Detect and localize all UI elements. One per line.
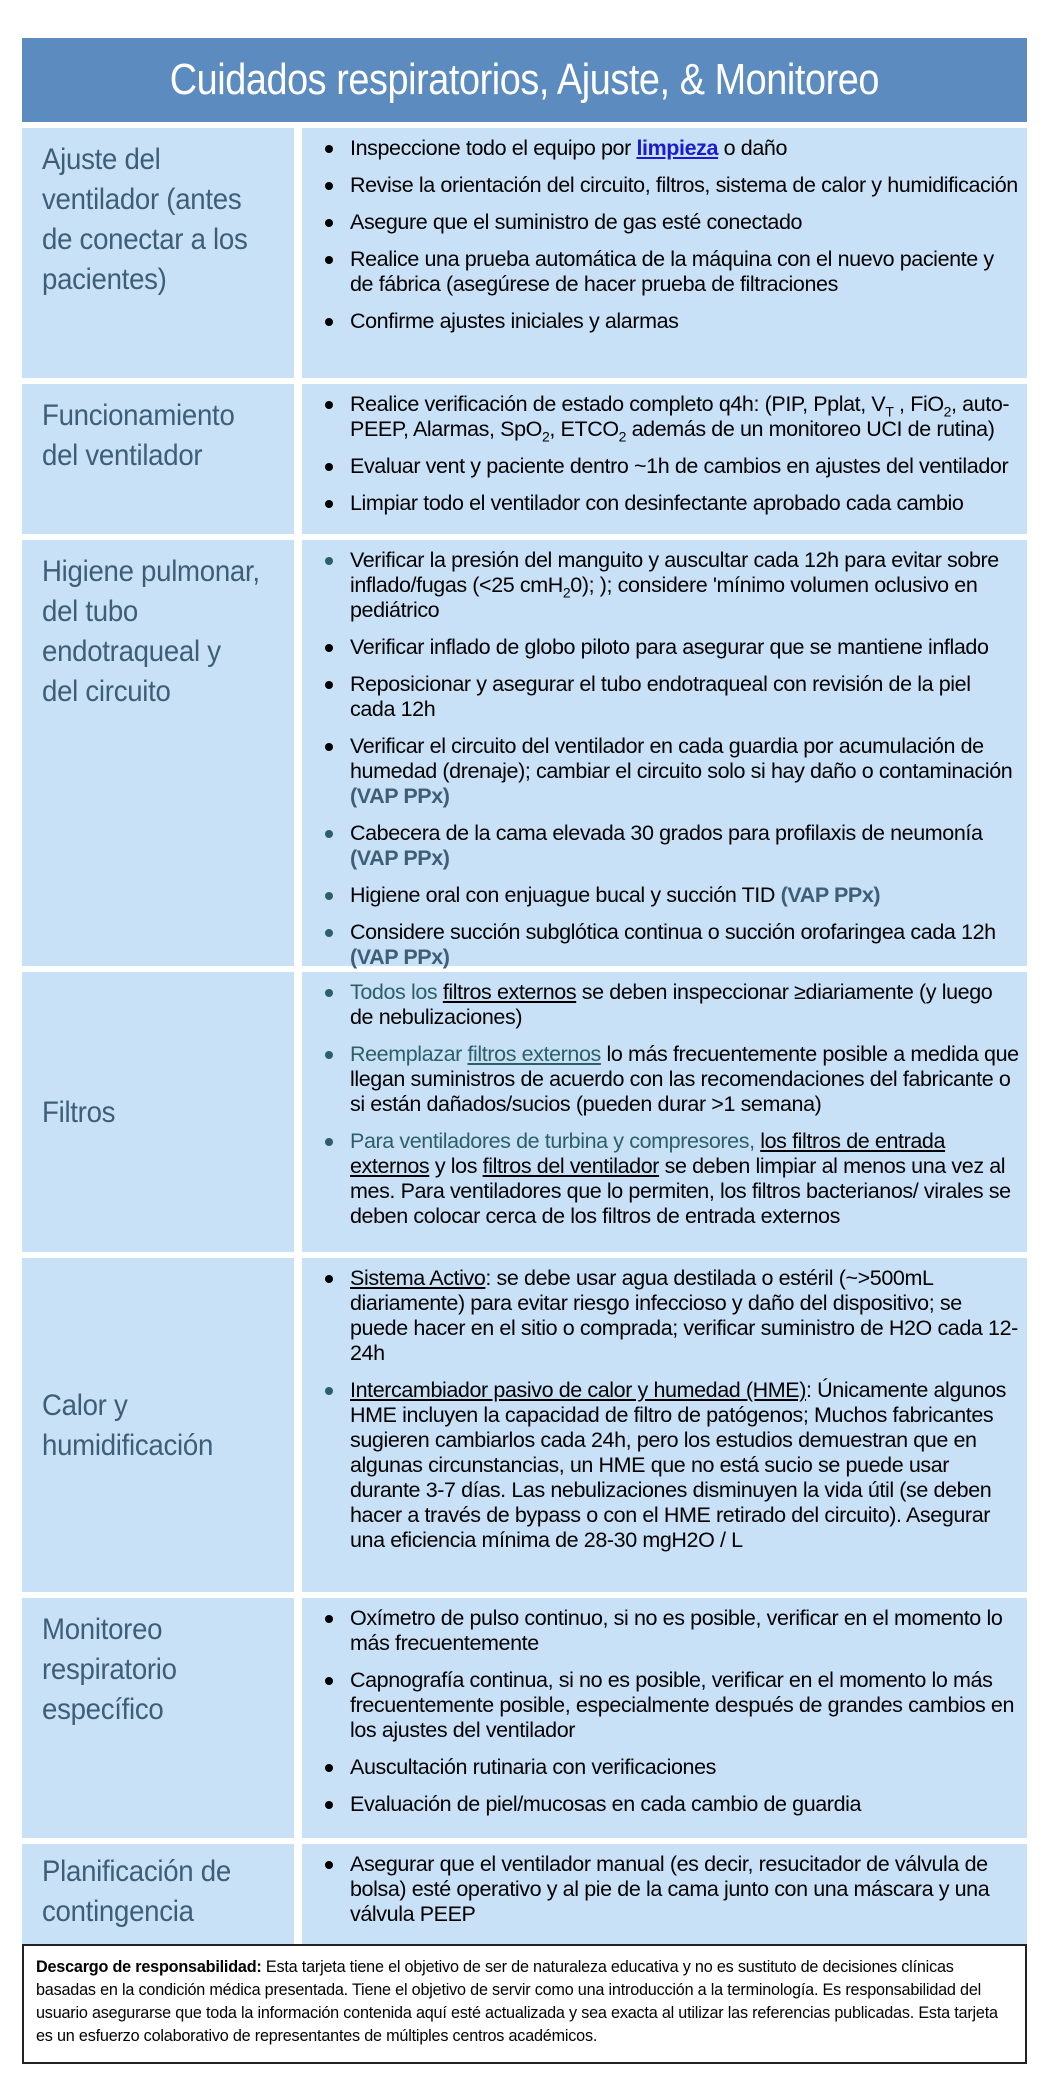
list-item: Verificar inflado de globo piloto para asegurar que se mantiene inflado bbox=[314, 635, 1019, 660]
section-content bbox=[302, 540, 1027, 969]
vap-ppx-tag: (VAP PPx) bbox=[350, 784, 450, 808]
section-label: Ajuste del ventilador (antes de conectar a los pacientes) bbox=[22, 128, 294, 378]
list-item: Evaluación de piel/mucosas en cada cambio de guardia bbox=[314, 1792, 1019, 1817]
vap-ppx-tag: (VAP PPx) bbox=[350, 945, 450, 969]
list-item: Realice verificación de estado completo q4h: (PIP, Pplat, $V_T$ , FiO$_2$, auto-PEEP, Alarmas, SpO$_2$, $ETCO_2$ además de un monitoreo UCI de rutina) bbox=[314, 392, 1019, 442]
section-planificacion bbox=[22, 1844, 1027, 1944]
section-calor bbox=[22, 1258, 1027, 1592]
card-title-bar bbox=[22, 38, 1027, 122]
info-card bbox=[22, 38, 1027, 1950]
list-item: Para ventiladores de turbina y compresores, los filtros de entrada externos y los filtros del ventilador se deben limpiar al menos una vez al mes. Para ventiladores que lo permiten, los filtros bacterianos/ virales se deben colocar cerca de los filtros de entrada externos bbox=[314, 1129, 1019, 1229]
section-content bbox=[302, 1844, 1027, 1944]
section-higiene bbox=[22, 540, 1027, 969]
list-item: Verificar el circuito del ventilador en cada guardia por acumulación de humedad (drenaje); cambiar el circuito solo si hay daño o contaminación (VAP PPx) bbox=[314, 734, 1019, 809]
section-content bbox=[302, 1258, 1027, 1592]
section-content bbox=[302, 1598, 1027, 1838]
section-content bbox=[302, 128, 1027, 378]
vap-ppx-tag: (VAP PPx) bbox=[350, 846, 450, 870]
section-label: Monitoreo respiratorio específico bbox=[22, 1598, 294, 1838]
disclaimer-text: Esta tarjeta tiene el objetivo de ser de naturaleza educativa y no es sustituto de decisiones clínicas basadas en la condición médica presentada. Tiene el objetivo de servir como una introducción a la terminología. Es responsabilidad del usuario asegurarse que toda la información contenida aquí esté actualizada y sea exacta al utilizar las referencias publicadas. Esta tarjeta es un esfuerzo colaborativo de representantes de múltiples centros académicos. bbox=[36, 1958, 998, 2045]
list-item: Realice una prueba automática de la máquina con el nuevo paciente y de fábrica (asegúrese de hacer prueba de filtraciones bbox=[314, 247, 1019, 297]
section-content bbox=[302, 972, 1027, 1252]
section-monitoreo bbox=[22, 1598, 1027, 1838]
section-ajuste bbox=[22, 128, 1027, 378]
section-funcionamiento bbox=[22, 384, 1027, 534]
list-item: Verificar la presión del manguito y auscultar cada 12h para evitar sobre inflado/fugas (<25 cmH$_2$0); ); considere 'mínimo volumen oclusivo en pediátrico bbox=[314, 548, 1019, 623]
section-label: Calor y humidificación bbox=[22, 1258, 294, 1592]
list-item: Asegure que el suministro de gas esté conectado bbox=[314, 210, 1019, 235]
list-item: Todos los filtros externos se deben inspeccionar ≥diariamente (y luego de nebulizaciones) bbox=[314, 980, 1019, 1030]
section-label: Higiene pulmonar, del tubo endotraqueal y del circuito bbox=[22, 540, 294, 966]
section-content bbox=[302, 384, 1027, 534]
list-item: Confirme ajustes iniciales y alarmas bbox=[314, 309, 1019, 334]
section-filtros bbox=[22, 972, 1027, 1252]
section-label: Filtros bbox=[22, 972, 294, 1252]
list-item: Limpiar todo el ventilador con desinfectante aprobado cada cambio bbox=[314, 491, 1019, 516]
list-item: Capnografía continua, si no es posible, verificar en el momento lo más frecuentemente posible, especialmente después de grandes cambios en los ajustes del ventilador bbox=[314, 1668, 1019, 1743]
vap-ppx-tag: (VAP PPx) bbox=[780, 883, 881, 907]
list-item: Intercambiador pasivo de calor y humedad (HME): Únicamente algunos HME incluyen la capacidad de filtro de patógenos; Muchos fabricantes sugieren cambiarlos cada 24h, pero los estudios demuestran que en algunas circunstancias, un HME que no está sucio se puede usar durante 3-7 días. Las nebulizaciones disminuyen la vida útil (se deben hacer a través de bypass o con el HME retirado del circuito). Asegurar una eficiencia mínima de 28-30 mgH2O / L bbox=[314, 1378, 1019, 1553]
limpieza-link[interactable]: limpieza bbox=[636, 136, 719, 160]
list-item: Sistema Activo: se debe usar agua destilada o estéril (~>500mL diariamente) para evitar riesgo infeccioso y daño del dispositivo; se puede hacer en el sitio o comprada; verificar suministro de H2O cada 12-24h bbox=[314, 1266, 1019, 1366]
list-item: Reemplazar filtros externos lo más frecuentemente posible a medida que llegan suministros de acuerdo con las recomendaciones del fabricante o si están dañados/sucios (pueden durar >1 semana) bbox=[314, 1042, 1019, 1117]
list-item: Considere succión subglótica continua o succión orofaringea cada 12h (VAP PPx) bbox=[314, 920, 1019, 970]
list-item: Cabecera de la cama elevada 30 grados para profilaxis de neumonía (VAP PPx) bbox=[314, 821, 1019, 871]
list-item: Oxímetro de pulso continuo, si no es posible, verificar en el momento lo más frecuentemente bbox=[314, 1606, 1019, 1656]
list-item: Higiene oral con enjuague bucal y succión TID (VAP PPx) bbox=[314, 883, 1019, 908]
card-title: Cuidados respiratorios, Ajuste, & Monitoreo bbox=[169, 55, 880, 104]
section-label: Funcionamiento del ventilador bbox=[22, 384, 294, 534]
list-item: Asegurar que el ventilador manual (es decir, resucitador de válvula de bolsa) esté operativo y al pie de la cama junto con una máscara y una válvula PEEP bbox=[314, 1852, 1019, 1927]
list-item: Revise la orientación del circuito, filtros, sistema de calor y humidificación bbox=[314, 173, 1019, 198]
disclaimer-label: Descargo de responsabilidad: bbox=[36, 1958, 262, 1976]
list-item: Inspeccione todo el equipo por limpieza o daño bbox=[314, 136, 1019, 161]
list-item: Auscultación rutinaria con verificaciones bbox=[314, 1755, 1019, 1780]
list-item: Reposicionar y asegurar el tubo endotraqueal con revisión de la piel cada 12h bbox=[314, 672, 1019, 722]
section-label: Planificación de contingencia bbox=[22, 1844, 294, 1944]
disclaimer-box bbox=[22, 1944, 1027, 2064]
list-item: Evaluar vent y paciente dentro ~1h de cambios en ajustes del ventilador bbox=[314, 454, 1019, 479]
